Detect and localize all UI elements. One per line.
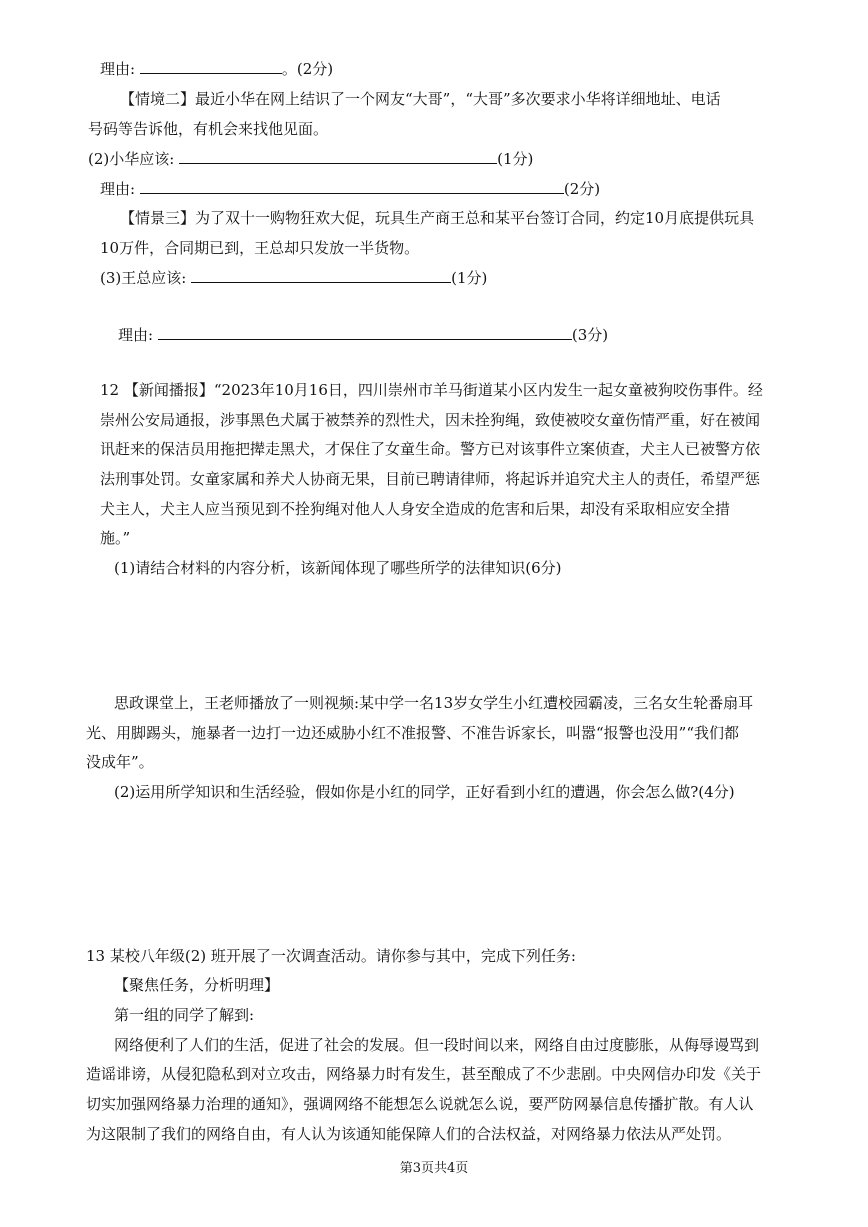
reason-label: 理由:: [118, 326, 154, 344]
scenario-2-line-1: 【情境二】最近小华在网上结识了一个网友“大哥”，“大哥”多次要求小华将详细地址、电话: [120, 90, 721, 108]
reason-line-3: [118, 324, 608, 345]
reason-line-1: [100, 58, 333, 79]
answer-blank[interactable]: [140, 178, 564, 194]
q13-paragraph-line-1: 网络便利了人们的生活，促进了社会的发展。但一段时间以来，网络自由过度膨胀，从侮辱谩骂到: [114, 1036, 760, 1054]
q13-group-intro: 第一组的同学了解到:: [114, 1006, 255, 1024]
answer-blank[interactable]: [191, 267, 451, 283]
score-note: (1分): [497, 150, 534, 168]
reason-label: 理由:: [100, 60, 136, 78]
scenario-3-line-2: 10万件，合同期已到，王总却只发放一半货物。: [100, 239, 420, 257]
bullying-paragraph-line-3: 没成年”。: [86, 753, 154, 771]
q12-line-5: 犬主人，犬主人应当预见到不拴狗绳对他人人身安全造成的危害和后果，却没有采取相应安全措: [100, 500, 731, 518]
question-label: (2)小华应该:: [88, 150, 175, 168]
page-number-footer: 第3页共4页: [399, 1161, 469, 1176]
reason-line-2: [100, 178, 600, 199]
q13-paragraph-line-4: 为这限制了我们的网络自由，有人认为该通知能保障人们的合法权益，对网络暴力依法从严处罚。: [86, 1125, 732, 1143]
q12-line-4: 法刑事处罚。女童家属和养犬人协商无果，目前已聘请律师，将起诉并追究犬主人的责任，希望严惩: [100, 470, 761, 488]
score-note: (3分): [571, 326, 609, 344]
score-note: (1分): [451, 269, 488, 287]
q12-subquestion-1: (1)请结合材料的内容分析，该新闻体现了哪些所学的法律知识(6分): [114, 559, 562, 577]
answer-blank[interactable]: [140, 58, 282, 74]
q13-paragraph-line-3: 切实加强网络暴力治理的通知》，强调网络不能想怎么说就怎么说，要严防网暴信息传播扩散。有人认: [86, 1095, 754, 1113]
q13-paragraph-line-2: 造谣诽谤，从侵犯隐私到对立攻击，网络暴力时有发生，甚至酿成了不少悲剧。中央网信办印发《关于: [86, 1065, 762, 1083]
q12-line-1: 12 【新闻播报】“2023年10月16日，四川崇州市羊马街道某小区内发生一起女童被狗咬伤事件。经: [100, 381, 763, 399]
question-2-line: [88, 148, 533, 169]
bullying-paragraph-line-1: 思政课堂上，王老师播放了一则视频:某中学一名13岁女学生小红遭校园霸凌，三名女生轮番扇耳: [114, 694, 754, 712]
score-note: 。(2分): [281, 60, 334, 78]
q12-subquestion-2: (2)运用所学知识和生活经验，假如你是小红的同学，正好看到小红的遭遇，你会怎么做?(4分): [114, 783, 735, 801]
scenario-2-line-2: 号码等告诉他，有机会来找他见面。: [88, 120, 329, 138]
bullying-paragraph-line-2: 光、用脚踢头，施暴者一边打一边还威胁小红不准报警、不准告诉家长，叫嚣“报警也没用”“我们都: [86, 724, 740, 742]
q12-line-6: 施。”: [100, 529, 131, 547]
question-3-line: [100, 267, 487, 288]
score-note: (2分): [563, 180, 601, 198]
question-label: (3)王总应该:: [100, 269, 187, 287]
q12-line-3: 讯赶来的保洁员用拖把撵走黑犬，才保住了女童生命。警方已对该事件立案侦查，犬主人已被警方依: [100, 440, 761, 458]
q13-task-heading: 【聚焦任务，分析明理】: [114, 976, 280, 994]
reason-label: 理由:: [100, 180, 136, 198]
answer-blank[interactable]: [179, 148, 497, 164]
answer-blank[interactable]: [158, 324, 572, 340]
q13-line-1: 13 某校八年级(2) 班开展了一次调查活动。请你参与其中，完成下列任务:: [86, 947, 576, 965]
q12-line-2: 崇州公安局通报，涉事黑色犬属于被禁养的烈性犬，因未拴狗绳，致使被咬女童伤情严重，好在被闻: [100, 411, 761, 429]
scenario-3-line-1: 【情景三】为了双十一购物狂欢大促，玩具生产商王总和某平台签订合同，约定10月底提供玩具: [120, 209, 755, 227]
